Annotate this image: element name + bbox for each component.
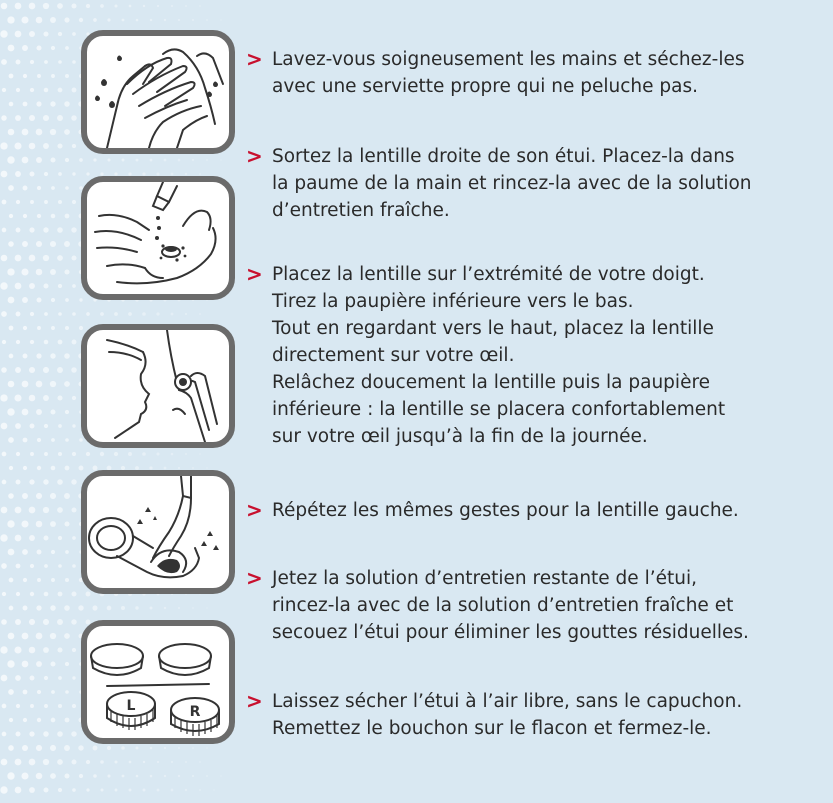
illustration-rinsing-lens: [81, 176, 235, 300]
step-text-line: Sortez la lentille droite de son étui. Placez-la dans: [272, 146, 735, 167]
step-1: [246, 46, 806, 100]
arrow-icon: >: [246, 566, 263, 590]
step-text-line: la paume de la main et rincez-la avec de la solution: [272, 173, 752, 194]
illustration-insert-lens: [81, 324, 235, 448]
rinsing-lens-icon: [87, 182, 229, 294]
step-2: [246, 143, 806, 224]
arrow-icon: >: [246, 47, 263, 71]
illustration-lens-case: [81, 620, 235, 744]
arrow-icon: >: [246, 689, 263, 713]
arrow-icon: >: [246, 498, 263, 522]
step-text-line: rincez-la avec de la solution d’entretien fraîche et: [272, 595, 734, 616]
lens-case-icon: [87, 626, 229, 738]
step-text-line: Tout en regardant vers le haut, placez la lentille: [272, 318, 714, 339]
arrow-icon: >: [246, 144, 263, 168]
step-text-line: Placez la lentille sur l’extrémité de votre doigt.: [272, 264, 705, 285]
step-4: [246, 497, 806, 524]
illustration-hand-washing: [81, 30, 235, 154]
step-text-line: sur votre œil jusqu’à la fin de la journée.: [272, 426, 648, 447]
step-text-line: Répétez les mêmes gestes pour la lentille gauche.: [272, 500, 739, 521]
case-label-right: R: [189, 704, 201, 720]
hand-washing-icon: [87, 36, 229, 148]
rinsing-case-icon: [87, 476, 229, 588]
step-text-line: directement sur votre œil.: [272, 345, 515, 366]
step-5: [246, 565, 806, 646]
illustration-rinsing-case: [81, 470, 235, 594]
arrow-icon: >: [246, 262, 263, 286]
step-3: [246, 261, 806, 450]
step-text-line: inférieure : la lentille se placera confortablement: [272, 399, 726, 420]
step-text-line: avec une serviette propre qui ne peluche pas.: [272, 76, 698, 97]
step-6: [246, 688, 806, 742]
step-text-line: Laissez sécher l’étui à l’air libre, sans le capuchon.: [272, 691, 743, 712]
step-text-line: secouez l’étui pour éliminer les gouttes résiduelles.: [272, 622, 749, 643]
step-text-line: Lavez-vous soigneusement les mains et séchez-les: [272, 49, 745, 70]
step-text-line: Relâchez doucement la lentille puis la paupière: [272, 372, 711, 393]
insert-lens-icon: [87, 330, 229, 442]
step-text-line: Tirez la paupière inférieure vers le bas.: [272, 291, 634, 312]
case-label-left: L: [126, 698, 136, 714]
step-text-line: Remettez le bouchon sur le flacon et fermez-le.: [272, 718, 712, 739]
step-text-line: Jetez la solution d’entretien restante de l’étui,: [272, 568, 697, 589]
step-text-line: d’entretien fraîche.: [272, 200, 450, 221]
